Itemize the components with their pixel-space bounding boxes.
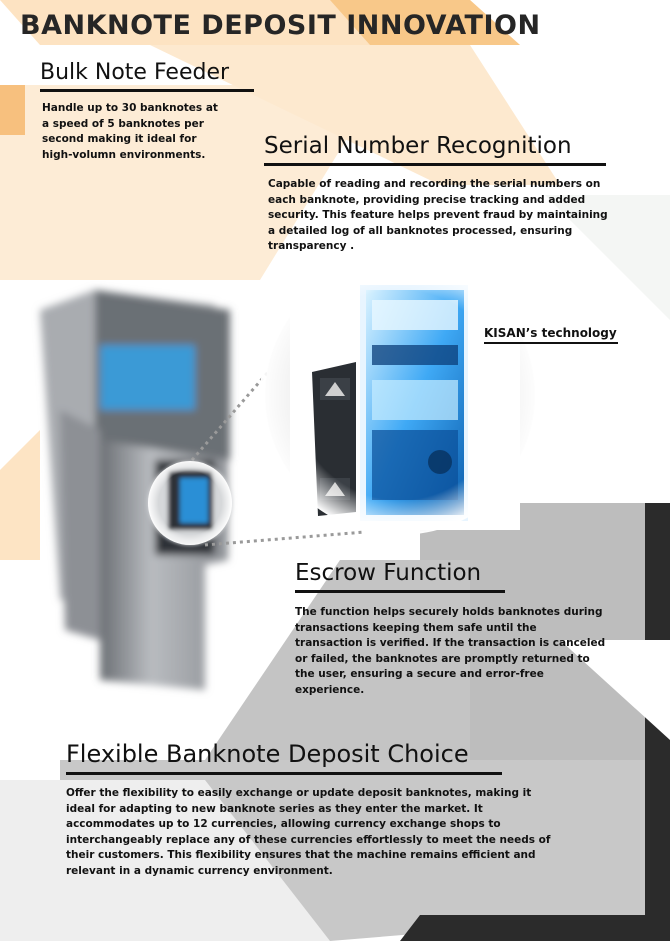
escrow-function-body: The function helps securely holds banknotes during transactions keeping them safe until the transaction is verified. If the transaction is canceled or failed, the banknotes are promptly returned to the user, ensuring a secure and error-free experience. (295, 606, 606, 696)
escrow-function-heading: Escrow Function (295, 560, 505, 593)
zoom-line-bottom (205, 532, 365, 545)
flexible-deposit-heading: Flexible Banknote Deposit Choice (66, 740, 502, 775)
bulk-note-feeder-body: Handle up to 30 banknotes at a speed of 5 banknotes per second making it ideal for high-volumn environments. (42, 102, 218, 161)
page-title: BANKNOTE DEPOSIT INNOVATION (20, 10, 541, 41)
serial-number-recognition-heading: Serial Number Recognition (264, 133, 606, 166)
dark-stripe-bottom (400, 915, 670, 941)
orange-lower-left (0, 430, 40, 560)
orange-left-strip (0, 85, 25, 135)
flexible-deposit-body: Offer the flexibility to easily exchange or update deposit banknotes, making it ideal for adapting to new banknote series as they enter the market. It accommodates up to 12 currencies, allowing currency exchange shops to interchangeably replace any of these currencies effortlessly to meet the needs of their customers. This flexibility ensures that the machine remains efficient and relevant in a dynamic currency environment. (66, 787, 551, 877)
bulk-note-feeder-heading: Bulk Note Feeder (40, 60, 254, 92)
technology-callout-label: KISAN’s technology (484, 326, 618, 344)
serial-number-recognition-body: Capable of reading and recording the serial numbers on each banknote, providing precise tracking and added security. This feature helps prevent fraud by maintaining a detailed log of all banknotes processed, ensuring transparency . (268, 178, 608, 252)
